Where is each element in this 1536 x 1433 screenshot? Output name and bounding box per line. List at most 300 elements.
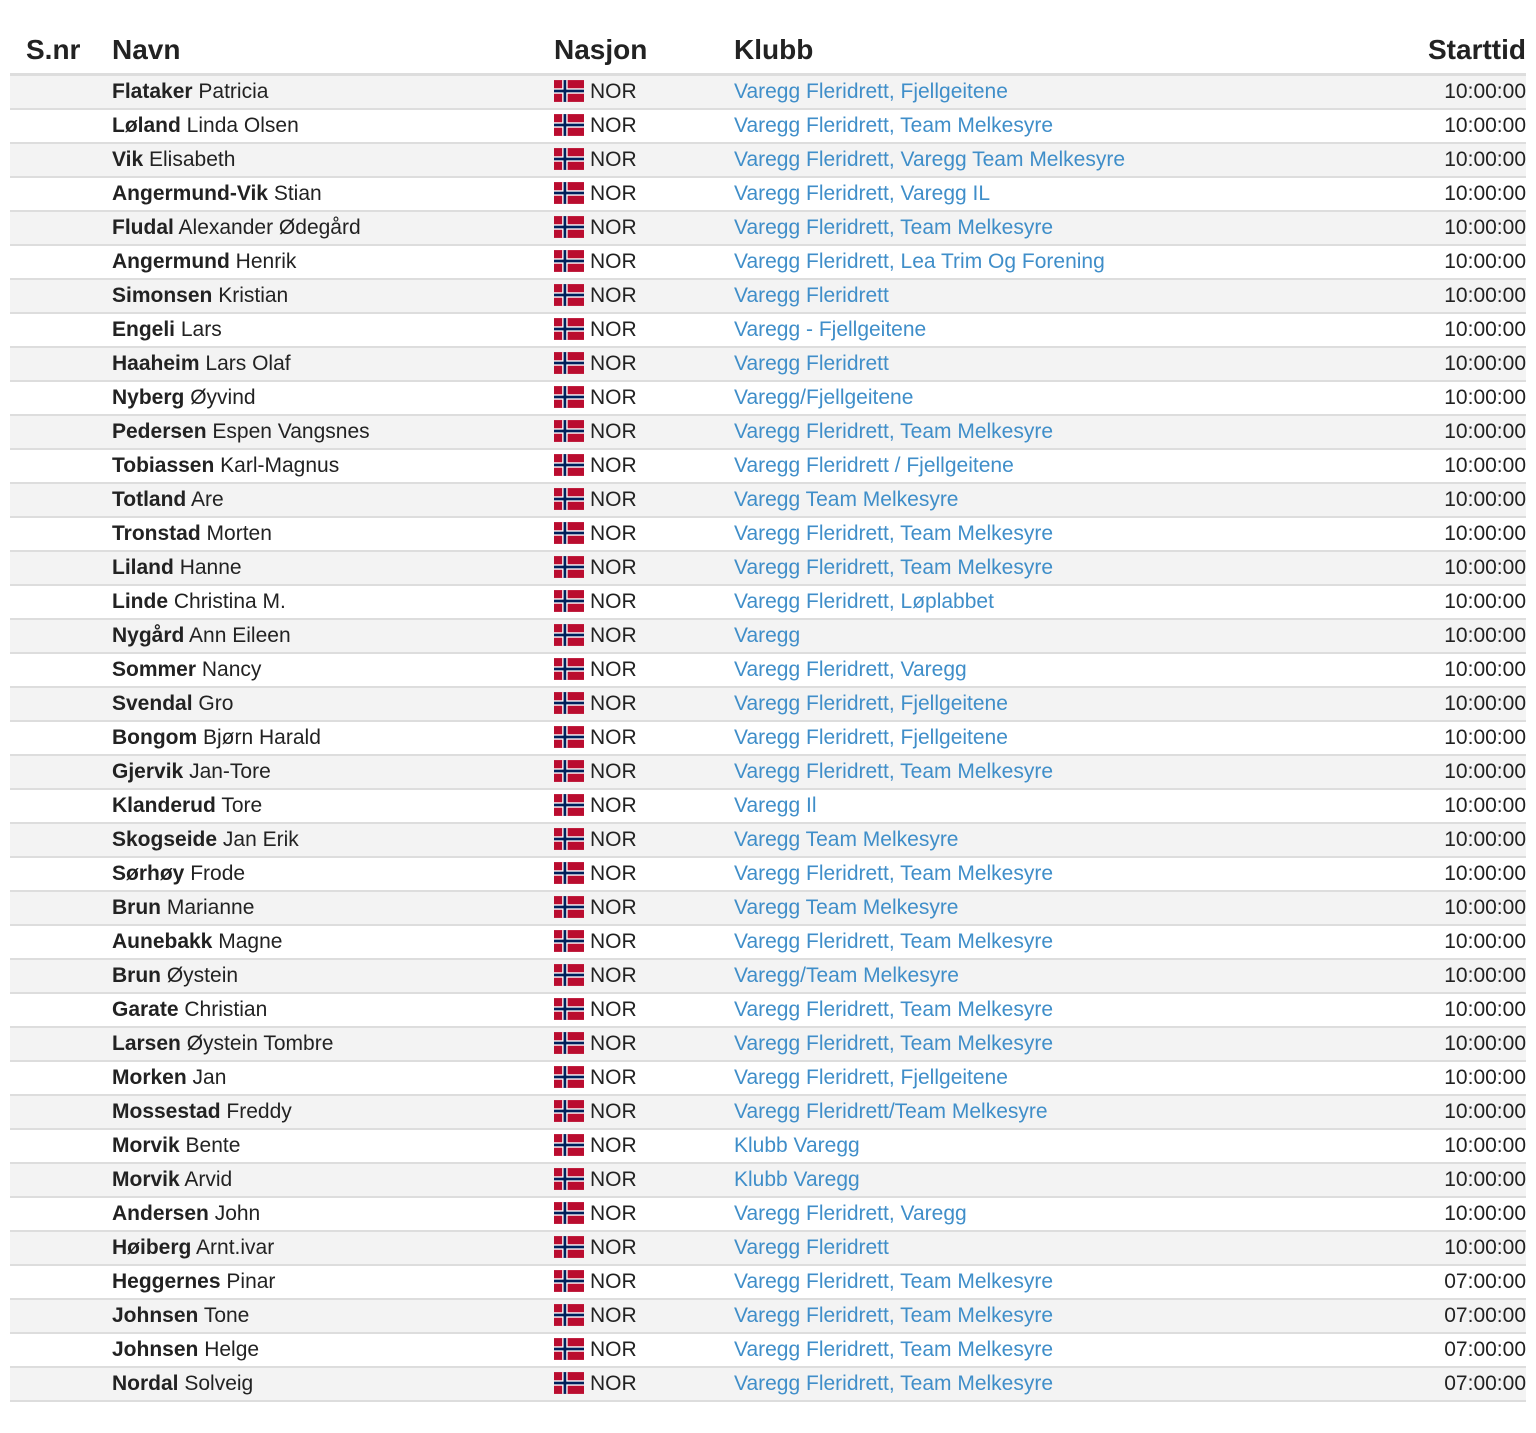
nation-cell bbox=[554, 1197, 734, 1231]
table-row bbox=[10, 517, 1526, 551]
nation-code: NOR bbox=[590, 861, 637, 885]
nation-cell bbox=[554, 415, 734, 449]
start-number bbox=[10, 211, 112, 245]
club-cell bbox=[734, 313, 1334, 347]
table-row bbox=[10, 823, 1526, 857]
nation-code: NOR bbox=[590, 1031, 637, 1055]
table-row bbox=[10, 857, 1526, 891]
runner-name bbox=[112, 75, 554, 109]
club-link[interactable]: Varegg/Fjellgeitene bbox=[734, 385, 914, 409]
table-row bbox=[10, 551, 1526, 585]
last-name: Morvik bbox=[112, 1133, 180, 1157]
last-name: Totland bbox=[112, 487, 187, 511]
norway-flag-icon bbox=[554, 522, 584, 544]
club-link[interactable]: Varegg/Team Melkesyre bbox=[734, 963, 959, 987]
first-name: Øyvind bbox=[190, 385, 256, 409]
last-name: Klanderud bbox=[112, 793, 216, 817]
runner-name bbox=[112, 959, 554, 993]
club-cell bbox=[734, 1299, 1334, 1333]
club-link[interactable]: Varegg Fleridrett, Team Melkesyre bbox=[734, 1303, 1054, 1327]
club-cell bbox=[734, 1367, 1334, 1401]
table-row bbox=[10, 993, 1526, 1027]
first-name: Hanne bbox=[179, 555, 242, 579]
nation-cell bbox=[554, 721, 734, 755]
table-row bbox=[10, 1163, 1526, 1197]
start-number bbox=[10, 687, 112, 721]
club-link[interactable]: Varegg Fleridrett, Team Melkesyre bbox=[734, 215, 1054, 239]
norway-flag-icon bbox=[554, 1032, 584, 1054]
nation-cell bbox=[554, 959, 734, 993]
start-number bbox=[10, 1027, 112, 1061]
header-nation[interactable]: Nasjon bbox=[554, 26, 734, 75]
nation-code: NOR bbox=[590, 929, 637, 953]
norway-flag-icon bbox=[554, 114, 584, 136]
norway-flag-icon bbox=[554, 862, 584, 884]
first-name: Tore bbox=[221, 793, 263, 817]
club-link[interactable]: Varegg - Fjellgeitene bbox=[734, 317, 927, 341]
last-name: Gjervik bbox=[112, 759, 184, 783]
nation-cell bbox=[554, 1163, 734, 1197]
norway-flag-icon bbox=[554, 930, 584, 952]
club-cell bbox=[734, 177, 1334, 211]
nation-cell bbox=[554, 211, 734, 245]
nation-cell bbox=[554, 177, 734, 211]
start-number bbox=[10, 245, 112, 279]
start-time: 10:00:00 bbox=[1334, 551, 1526, 585]
nation-code: NOR bbox=[590, 249, 637, 273]
club-link[interactable]: Varegg Fleridrett bbox=[734, 1235, 889, 1259]
start-number bbox=[10, 1061, 112, 1095]
runner-name bbox=[112, 823, 554, 857]
table-row bbox=[10, 959, 1526, 993]
club-cell bbox=[734, 449, 1334, 483]
last-name: Høiberg bbox=[112, 1235, 192, 1259]
last-name: Skogseide bbox=[112, 827, 218, 851]
club-link[interactable]: Varegg Fleridrett, Fjellgeitene bbox=[734, 725, 1008, 749]
last-name: Haaheim bbox=[112, 351, 200, 375]
runner-name bbox=[112, 1095, 554, 1129]
first-name: Ann Eileen bbox=[189, 623, 291, 647]
start-number bbox=[10, 891, 112, 925]
norway-flag-icon bbox=[554, 352, 584, 374]
club-link[interactable]: Varegg Fleridrett, Team Melkesyre bbox=[734, 1031, 1054, 1055]
nation-code: NOR bbox=[590, 215, 637, 239]
start-time: 10:00:00 bbox=[1334, 143, 1526, 177]
table-row bbox=[10, 755, 1526, 789]
first-name: Freddy bbox=[226, 1099, 292, 1123]
club-link[interactable]: Varegg Team Melkesyre bbox=[734, 827, 959, 851]
table-row bbox=[10, 1333, 1526, 1367]
start-time: 10:00:00 bbox=[1334, 483, 1526, 517]
first-name: Espen Vangsnes bbox=[212, 419, 370, 443]
club-link[interactable]: Varegg Fleridrett, Team Melkesyre bbox=[734, 1371, 1054, 1395]
start-time: 10:00:00 bbox=[1334, 109, 1526, 143]
last-name: Fludal bbox=[112, 215, 174, 239]
runner-name bbox=[112, 313, 554, 347]
nation-code: NOR bbox=[590, 181, 637, 205]
start-number bbox=[10, 993, 112, 1027]
header-snr[interactable]: S.nr bbox=[10, 26, 112, 75]
norway-flag-icon bbox=[554, 1304, 584, 1326]
norway-flag-icon bbox=[554, 1134, 584, 1156]
nation-cell bbox=[554, 1333, 734, 1367]
last-name: Johnsen bbox=[112, 1303, 199, 1327]
club-link[interactable]: Varegg Team Melkesyre bbox=[734, 487, 959, 511]
last-name: Tronstad bbox=[112, 521, 201, 545]
club-link[interactable]: Varegg Fleridrett, Lea Trim Og Forening bbox=[734, 249, 1105, 273]
last-name: Morvik bbox=[112, 1167, 180, 1191]
last-name: Brun bbox=[112, 963, 161, 987]
nation-cell bbox=[554, 619, 734, 653]
club-cell bbox=[734, 551, 1334, 585]
table-body bbox=[10, 75, 1526, 1401]
nation-cell bbox=[554, 1061, 734, 1095]
start-list bbox=[10, 26, 1526, 1402]
start-number bbox=[10, 415, 112, 449]
start-number bbox=[10, 279, 112, 313]
start-time: 10:00:00 bbox=[1334, 381, 1526, 415]
runner-name bbox=[112, 483, 554, 517]
start-number bbox=[10, 143, 112, 177]
table-row bbox=[10, 143, 1526, 177]
nation-code: NOR bbox=[590, 589, 637, 613]
norway-flag-icon bbox=[554, 1338, 584, 1360]
norway-flag-icon bbox=[554, 760, 584, 782]
norway-flag-icon bbox=[554, 726, 584, 748]
table-row bbox=[10, 1061, 1526, 1095]
club-cell bbox=[734, 347, 1334, 381]
club-link[interactable]: Varegg Fleridrett / Fjellgeitene bbox=[734, 453, 1014, 477]
club-cell bbox=[734, 1129, 1334, 1163]
start-number bbox=[10, 755, 112, 789]
nation-cell bbox=[554, 1095, 734, 1129]
first-name: Frode bbox=[190, 861, 246, 885]
nation-code: NOR bbox=[590, 385, 637, 409]
start-time: 10:00:00 bbox=[1334, 1231, 1526, 1265]
club-link[interactable]: Varegg Il bbox=[734, 793, 817, 817]
start-time: 10:00:00 bbox=[1334, 279, 1526, 313]
table-row bbox=[10, 347, 1526, 381]
start-time: 10:00:00 bbox=[1334, 1197, 1526, 1231]
club-cell bbox=[734, 823, 1334, 857]
club-cell bbox=[734, 789, 1334, 823]
club-link[interactable]: Varegg Team Melkesyre bbox=[734, 895, 959, 919]
club-link[interactable]: Varegg Fleridrett, Team Melkesyre bbox=[734, 1337, 1054, 1361]
club-link[interactable]: Varegg Fleridrett bbox=[734, 351, 889, 375]
nation-code: NOR bbox=[590, 657, 637, 681]
first-name: Tone bbox=[203, 1303, 250, 1327]
table-row bbox=[10, 483, 1526, 517]
runner-name bbox=[112, 517, 554, 551]
header-name[interactable]: Navn bbox=[112, 26, 554, 75]
first-name: Magne bbox=[218, 929, 283, 953]
club-link[interactable]: Varegg Fleridrett, Fjellgeitene bbox=[734, 1065, 1008, 1089]
norway-flag-icon bbox=[554, 1100, 584, 1122]
nation-cell bbox=[554, 653, 734, 687]
runner-name bbox=[112, 1231, 554, 1265]
first-name: Gro bbox=[198, 691, 234, 715]
nation-cell bbox=[554, 789, 734, 823]
norway-flag-icon bbox=[554, 1270, 584, 1292]
last-name: Liland bbox=[112, 555, 174, 579]
start-time: 10:00:00 bbox=[1334, 313, 1526, 347]
first-name: Jan Erik bbox=[222, 827, 299, 851]
club-link[interactable]: Varegg Fleridrett, Fjellgeitene bbox=[734, 79, 1008, 103]
first-name: Are bbox=[190, 487, 224, 511]
nation-cell bbox=[554, 517, 734, 551]
club-cell bbox=[734, 619, 1334, 653]
start-time: 10:00:00 bbox=[1334, 619, 1526, 653]
nation-code: NOR bbox=[590, 1133, 637, 1157]
club-cell bbox=[734, 1027, 1334, 1061]
nation-code: NOR bbox=[590, 419, 637, 443]
header-club[interactable]: Klubb bbox=[734, 26, 1334, 75]
nation-cell bbox=[554, 381, 734, 415]
club-link[interactable]: Varegg Fleridrett, Varegg bbox=[734, 657, 967, 681]
first-name: Henrik bbox=[235, 249, 297, 273]
runner-name bbox=[112, 449, 554, 483]
norway-flag-icon bbox=[554, 1236, 584, 1258]
last-name: Nordal bbox=[112, 1371, 179, 1395]
club-link[interactable]: Varegg Fleridrett, Team Melkesyre bbox=[734, 555, 1054, 579]
runner-name bbox=[112, 1129, 554, 1163]
runner-name bbox=[112, 1197, 554, 1231]
nation-cell bbox=[554, 1129, 734, 1163]
club-cell bbox=[734, 75, 1334, 109]
first-name: Marianne bbox=[166, 895, 255, 919]
club-link[interactable]: Varegg Fleridrett, Team Melkesyre bbox=[734, 419, 1054, 443]
table-row bbox=[10, 925, 1526, 959]
nation-cell bbox=[554, 857, 734, 891]
club-cell bbox=[734, 415, 1334, 449]
start-number bbox=[10, 1333, 112, 1367]
start-number bbox=[10, 517, 112, 551]
norway-flag-icon bbox=[554, 454, 584, 476]
last-name: Angermund-Vik bbox=[112, 181, 268, 205]
nation-cell bbox=[554, 1265, 734, 1299]
first-name: Stian bbox=[273, 181, 322, 205]
runner-name bbox=[112, 1027, 554, 1061]
norway-flag-icon bbox=[554, 386, 584, 408]
norway-flag-icon bbox=[554, 998, 584, 1020]
start-number bbox=[10, 109, 112, 143]
start-time: 07:00:00 bbox=[1334, 1299, 1526, 1333]
start-number bbox=[10, 381, 112, 415]
start-number bbox=[10, 1265, 112, 1299]
last-name: Morken bbox=[112, 1065, 187, 1089]
first-name: Bente bbox=[185, 1133, 241, 1157]
table-row bbox=[10, 1197, 1526, 1231]
table-row bbox=[10, 1367, 1526, 1401]
norway-flag-icon bbox=[554, 624, 584, 646]
norway-flag-icon bbox=[554, 896, 584, 918]
start-time: 10:00:00 bbox=[1334, 993, 1526, 1027]
nation-cell bbox=[554, 245, 734, 279]
start-number bbox=[10, 1163, 112, 1197]
table-row bbox=[10, 449, 1526, 483]
table-row bbox=[10, 381, 1526, 415]
table-row bbox=[10, 721, 1526, 755]
last-name: Johnsen bbox=[112, 1337, 199, 1361]
club-cell bbox=[734, 245, 1334, 279]
first-name: Øystein bbox=[166, 963, 239, 987]
club-link[interactable]: Varegg Fleridrett, Team Melkesyre bbox=[734, 1269, 1054, 1293]
club-cell bbox=[734, 1197, 1334, 1231]
runner-name bbox=[112, 347, 554, 381]
first-name: Morten bbox=[206, 521, 272, 545]
table-row bbox=[10, 177, 1526, 211]
start-number bbox=[10, 925, 112, 959]
norway-flag-icon bbox=[554, 318, 584, 340]
first-name: Arnt.ivar bbox=[196, 1235, 275, 1259]
club-link[interactable]: Varegg Fleridrett/Team Melkesyre bbox=[734, 1099, 1048, 1123]
club-link[interactable]: Varegg Fleridrett, Varegg bbox=[734, 1201, 967, 1225]
start-number bbox=[10, 585, 112, 619]
runner-name bbox=[112, 551, 554, 585]
start-time: 10:00:00 bbox=[1334, 75, 1526, 109]
runner-name bbox=[112, 925, 554, 959]
start-number bbox=[10, 857, 112, 891]
club-cell bbox=[734, 1265, 1334, 1299]
club-link[interactable]: Varegg Fleridrett, Team Melkesyre bbox=[734, 113, 1054, 137]
club-link[interactable]: Varegg Fleridrett, Fjellgeitene bbox=[734, 691, 1008, 715]
nation-code: NOR bbox=[590, 1269, 637, 1293]
first-name: Solveig bbox=[184, 1371, 254, 1395]
table-row bbox=[10, 109, 1526, 143]
club-link[interactable]: Varegg Fleridrett, Team Melkesyre bbox=[734, 997, 1054, 1021]
club-link[interactable]: Varegg Fleridrett, Team Melkesyre bbox=[734, 521, 1054, 545]
club-link[interactable]: Varegg Fleridrett, Team Melkesyre bbox=[734, 759, 1054, 783]
nation-cell bbox=[554, 1367, 734, 1401]
start-number bbox=[10, 1299, 112, 1333]
start-time: 10:00:00 bbox=[1334, 721, 1526, 755]
nation-code: NOR bbox=[590, 827, 637, 851]
runner-name bbox=[112, 993, 554, 1027]
norway-flag-icon bbox=[554, 284, 584, 306]
nation-cell bbox=[554, 75, 734, 109]
first-name: Bjørn Harald bbox=[203, 725, 321, 749]
club-link[interactable]: Klubb Varegg bbox=[734, 1133, 860, 1157]
table-row bbox=[10, 245, 1526, 279]
start-time: 10:00:00 bbox=[1334, 211, 1526, 245]
first-name: Kristian bbox=[218, 283, 289, 307]
runner-name bbox=[112, 143, 554, 177]
runner-name bbox=[112, 721, 554, 755]
norway-flag-icon bbox=[554, 488, 584, 510]
club-cell bbox=[734, 381, 1334, 415]
start-time: 07:00:00 bbox=[1334, 1265, 1526, 1299]
club-cell bbox=[734, 993, 1334, 1027]
club-cell bbox=[734, 585, 1334, 619]
runner-name bbox=[112, 653, 554, 687]
nation-cell bbox=[554, 585, 734, 619]
nation-cell bbox=[554, 1027, 734, 1061]
club-link[interactable]: Varegg Fleridrett, Varegg Team Melkesyre bbox=[734, 147, 1126, 171]
table-row bbox=[10, 1095, 1526, 1129]
nation-code: NOR bbox=[590, 555, 637, 579]
nation-cell bbox=[554, 483, 734, 517]
table-row bbox=[10, 1027, 1526, 1061]
start-time: 10:00:00 bbox=[1334, 245, 1526, 279]
table-row bbox=[10, 687, 1526, 721]
last-name: Aunebakk bbox=[112, 929, 213, 953]
last-name: Garate bbox=[112, 997, 179, 1021]
last-name: Flataker bbox=[112, 79, 193, 103]
last-name: Pedersen bbox=[112, 419, 207, 443]
nation-code: NOR bbox=[590, 521, 637, 545]
start-list-table bbox=[10, 26, 1526, 1402]
last-name: Angermund bbox=[112, 249, 230, 273]
club-link[interactable]: Varegg Fleridrett, Team Melkesyre bbox=[734, 929, 1054, 953]
nation-code: NOR bbox=[590, 1201, 637, 1225]
first-name: Elisabeth bbox=[149, 147, 236, 171]
club-cell bbox=[734, 143, 1334, 177]
start-number bbox=[10, 653, 112, 687]
norway-flag-icon bbox=[554, 1372, 584, 1394]
last-name: Heggernes bbox=[112, 1269, 221, 1293]
runner-name bbox=[112, 177, 554, 211]
nation-code: NOR bbox=[590, 759, 637, 783]
start-number bbox=[10, 449, 112, 483]
first-name: Alexander Ødegård bbox=[178, 215, 361, 239]
nation-code: NOR bbox=[590, 623, 637, 647]
last-name: Vik bbox=[112, 147, 144, 171]
club-cell bbox=[734, 755, 1334, 789]
norway-flag-icon bbox=[554, 658, 584, 680]
table-row bbox=[10, 619, 1526, 653]
runner-name bbox=[112, 585, 554, 619]
norway-flag-icon bbox=[554, 80, 584, 102]
table-row bbox=[10, 1265, 1526, 1299]
nation-cell bbox=[554, 891, 734, 925]
club-link[interactable]: Varegg Fleridrett, Varegg IL bbox=[734, 181, 991, 205]
runner-name bbox=[112, 1061, 554, 1095]
norway-flag-icon bbox=[554, 794, 584, 816]
header-start-time[interactable]: Starttid bbox=[1334, 26, 1526, 75]
start-time: 10:00:00 bbox=[1334, 1163, 1526, 1197]
nation-code: NOR bbox=[590, 1371, 637, 1395]
club-link[interactable]: Varegg bbox=[734, 623, 801, 647]
club-cell bbox=[734, 1095, 1334, 1129]
start-time: 10:00:00 bbox=[1334, 823, 1526, 857]
table-row bbox=[10, 279, 1526, 313]
start-time: 10:00:00 bbox=[1334, 857, 1526, 891]
runner-name bbox=[112, 109, 554, 143]
club-cell bbox=[734, 1061, 1334, 1095]
last-name: Mossestad bbox=[112, 1099, 221, 1123]
start-time: 10:00:00 bbox=[1334, 1027, 1526, 1061]
nation-cell bbox=[554, 109, 734, 143]
nation-code: NOR bbox=[590, 1167, 637, 1191]
nation-cell bbox=[554, 551, 734, 585]
runner-name bbox=[112, 211, 554, 245]
nation-cell bbox=[554, 347, 734, 381]
club-link[interactable]: Varegg Fleridrett, Team Melkesyre bbox=[734, 861, 1054, 885]
nation-code: NOR bbox=[590, 1337, 637, 1361]
start-number bbox=[10, 1095, 112, 1129]
start-time: 10:00:00 bbox=[1334, 959, 1526, 993]
club-link[interactable]: Varegg Fleridrett, Løplabbet bbox=[734, 589, 994, 613]
club-cell bbox=[734, 857, 1334, 891]
start-time: 10:00:00 bbox=[1334, 585, 1526, 619]
nation-code: NOR bbox=[590, 895, 637, 919]
start-number bbox=[10, 551, 112, 585]
club-link[interactable]: Klubb Varegg bbox=[734, 1167, 860, 1191]
club-link[interactable]: Varegg Fleridrett bbox=[734, 283, 889, 307]
first-name: Pinar bbox=[226, 1269, 276, 1293]
last-name: Brun bbox=[112, 895, 161, 919]
nation-code: NOR bbox=[590, 1065, 637, 1089]
